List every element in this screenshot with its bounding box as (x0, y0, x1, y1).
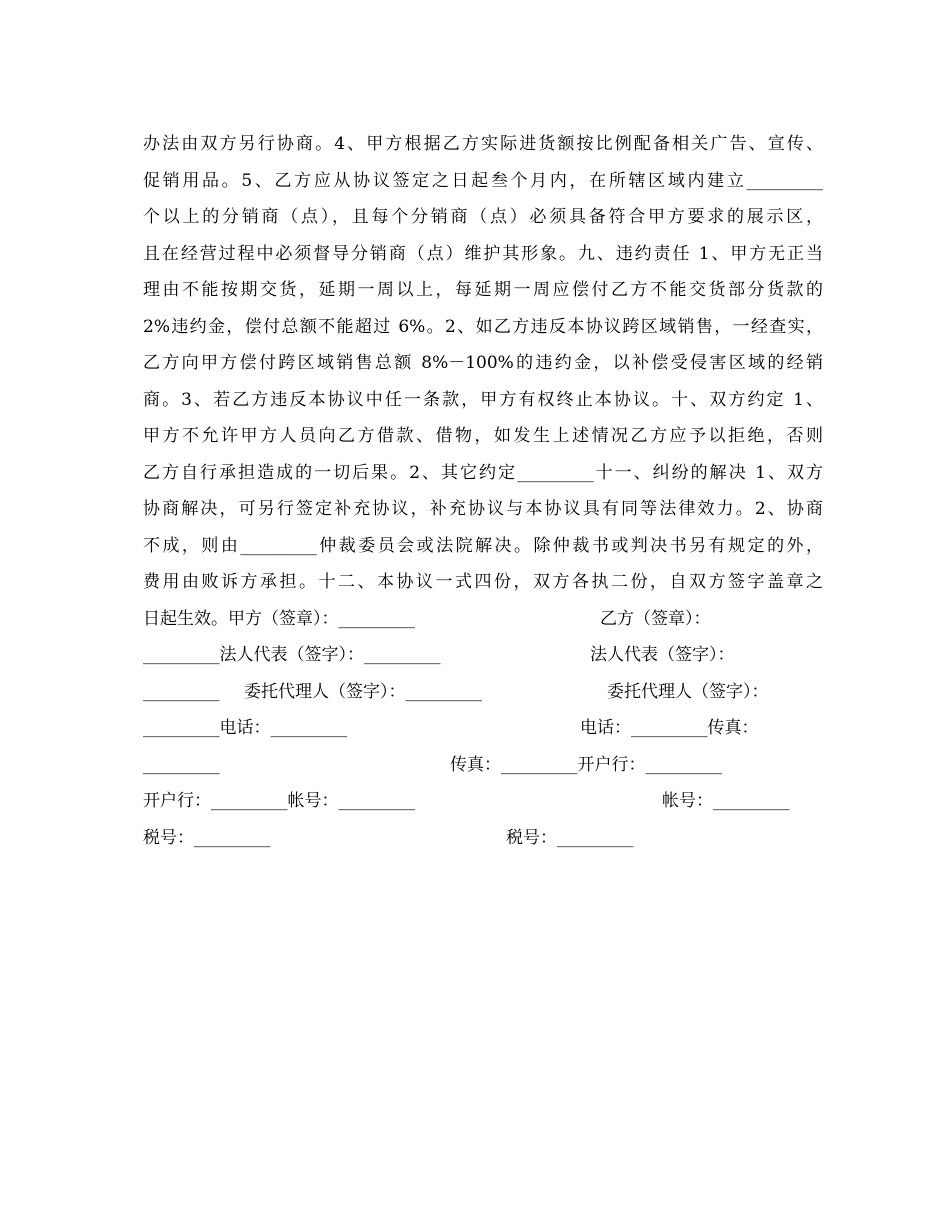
signature-row-agent (143, 674, 823, 711)
signature-row-effective (143, 601, 823, 638)
paragraph-line: 理由不能按期交货，延期一周以上，每延期一周应偿付乙方不能交货部分货款的 (143, 280, 823, 300)
party-a-seal-field: 日起生效。甲方（签章）：_________ (143, 608, 415, 629)
paragraph-line: 个以上的分销商（点），且每个分销商（点）必须具备符合甲方要求的展示区， (143, 207, 823, 227)
paragraph-line: 办法由双方另行协商。4、甲方根据乙方实际进货额按比例配备相关广告、宣传、 (143, 134, 823, 154)
party-a-phone-field: _________电话：_________ (143, 718, 347, 738)
paragraph-line: 费用由败诉方承担。十二、本协议一式四份，双方各执二份，自双方签字盖章之 (143, 572, 823, 592)
paragraph-line: 不成，则由_________仲裁委员会或法院解决。除仲裁书或判决书另有规定的外， (143, 535, 823, 556)
party-a-tax-field: 税号：_________ (143, 827, 271, 848)
paragraph-line: 且在经营过程中必须督导分销商（点）维护其形象。九、违约责任 1、甲方无正当 (143, 243, 823, 264)
contract-text (143, 126, 823, 856)
party-a-account-field: 帐号：_________ (662, 791, 790, 811)
signature-row-phone (143, 710, 823, 747)
party-b-agent-field: 委托代理人（签字）： (607, 681, 769, 702)
party-a-legal-rep-field: _________法人代表（签字）：_________ (143, 645, 441, 665)
party-b-seal-field: 乙方（签章）： (600, 608, 711, 629)
party-b-phone-fax-field: 电话：_________传真： (580, 718, 759, 738)
paragraph-line: 乙方向甲方偿付跨区域销售总额 8%－100%的违约金，以补偿受侵害区域的经销 (143, 353, 823, 373)
party-b-tax-field: 税号：_________ (506, 827, 634, 848)
paragraph-line: 乙方自行承担造成的一切后果。2、其它约定_________十一、纠纷的解决 1、双方 (143, 462, 823, 483)
party-a-legal-rep-blank: _________ (143, 681, 220, 702)
paragraph-line: 2%违约金，偿付总额不能超过 6%。2、如乙方违反本协议跨区域销售，一经查实， (143, 316, 823, 337)
paragraph-line: 甲方不允许甲方人员向乙方借款、借物，如发生上述情况乙方应予以拒绝，否则 (143, 426, 823, 446)
party-a-fax-bank-field: 传真：_________开户行：_________ (450, 754, 722, 775)
signature-row-legal-rep (143, 637, 823, 674)
signature-row-fax (143, 747, 823, 784)
party-a-agent-field: 委托代理人（签字）：_________ (244, 681, 482, 702)
paragraph-line: 协商解决，可另行签定补充协议，补充协议与本协议具有同等法律效力。2、协商 (143, 499, 823, 519)
paragraph-line: 促销用品。5、乙方应从协议签定之日起叁个月内，在所辖区域内建立_________ (143, 170, 823, 191)
paragraph-line: 商。3、若乙方违反本协议中任一条款，甲方有权终止本协议。十、双方约定 1、 (143, 389, 823, 410)
signature-row-bank (143, 783, 823, 820)
party-b-legal-rep-field: 法人代表（签字）： (590, 645, 735, 665)
signature-row-tax (143, 820, 823, 857)
party-b-bank-account-field: 开户行：_________帐号：_________ (143, 791, 415, 811)
party-b-fax-blank: _________ (143, 754, 220, 775)
